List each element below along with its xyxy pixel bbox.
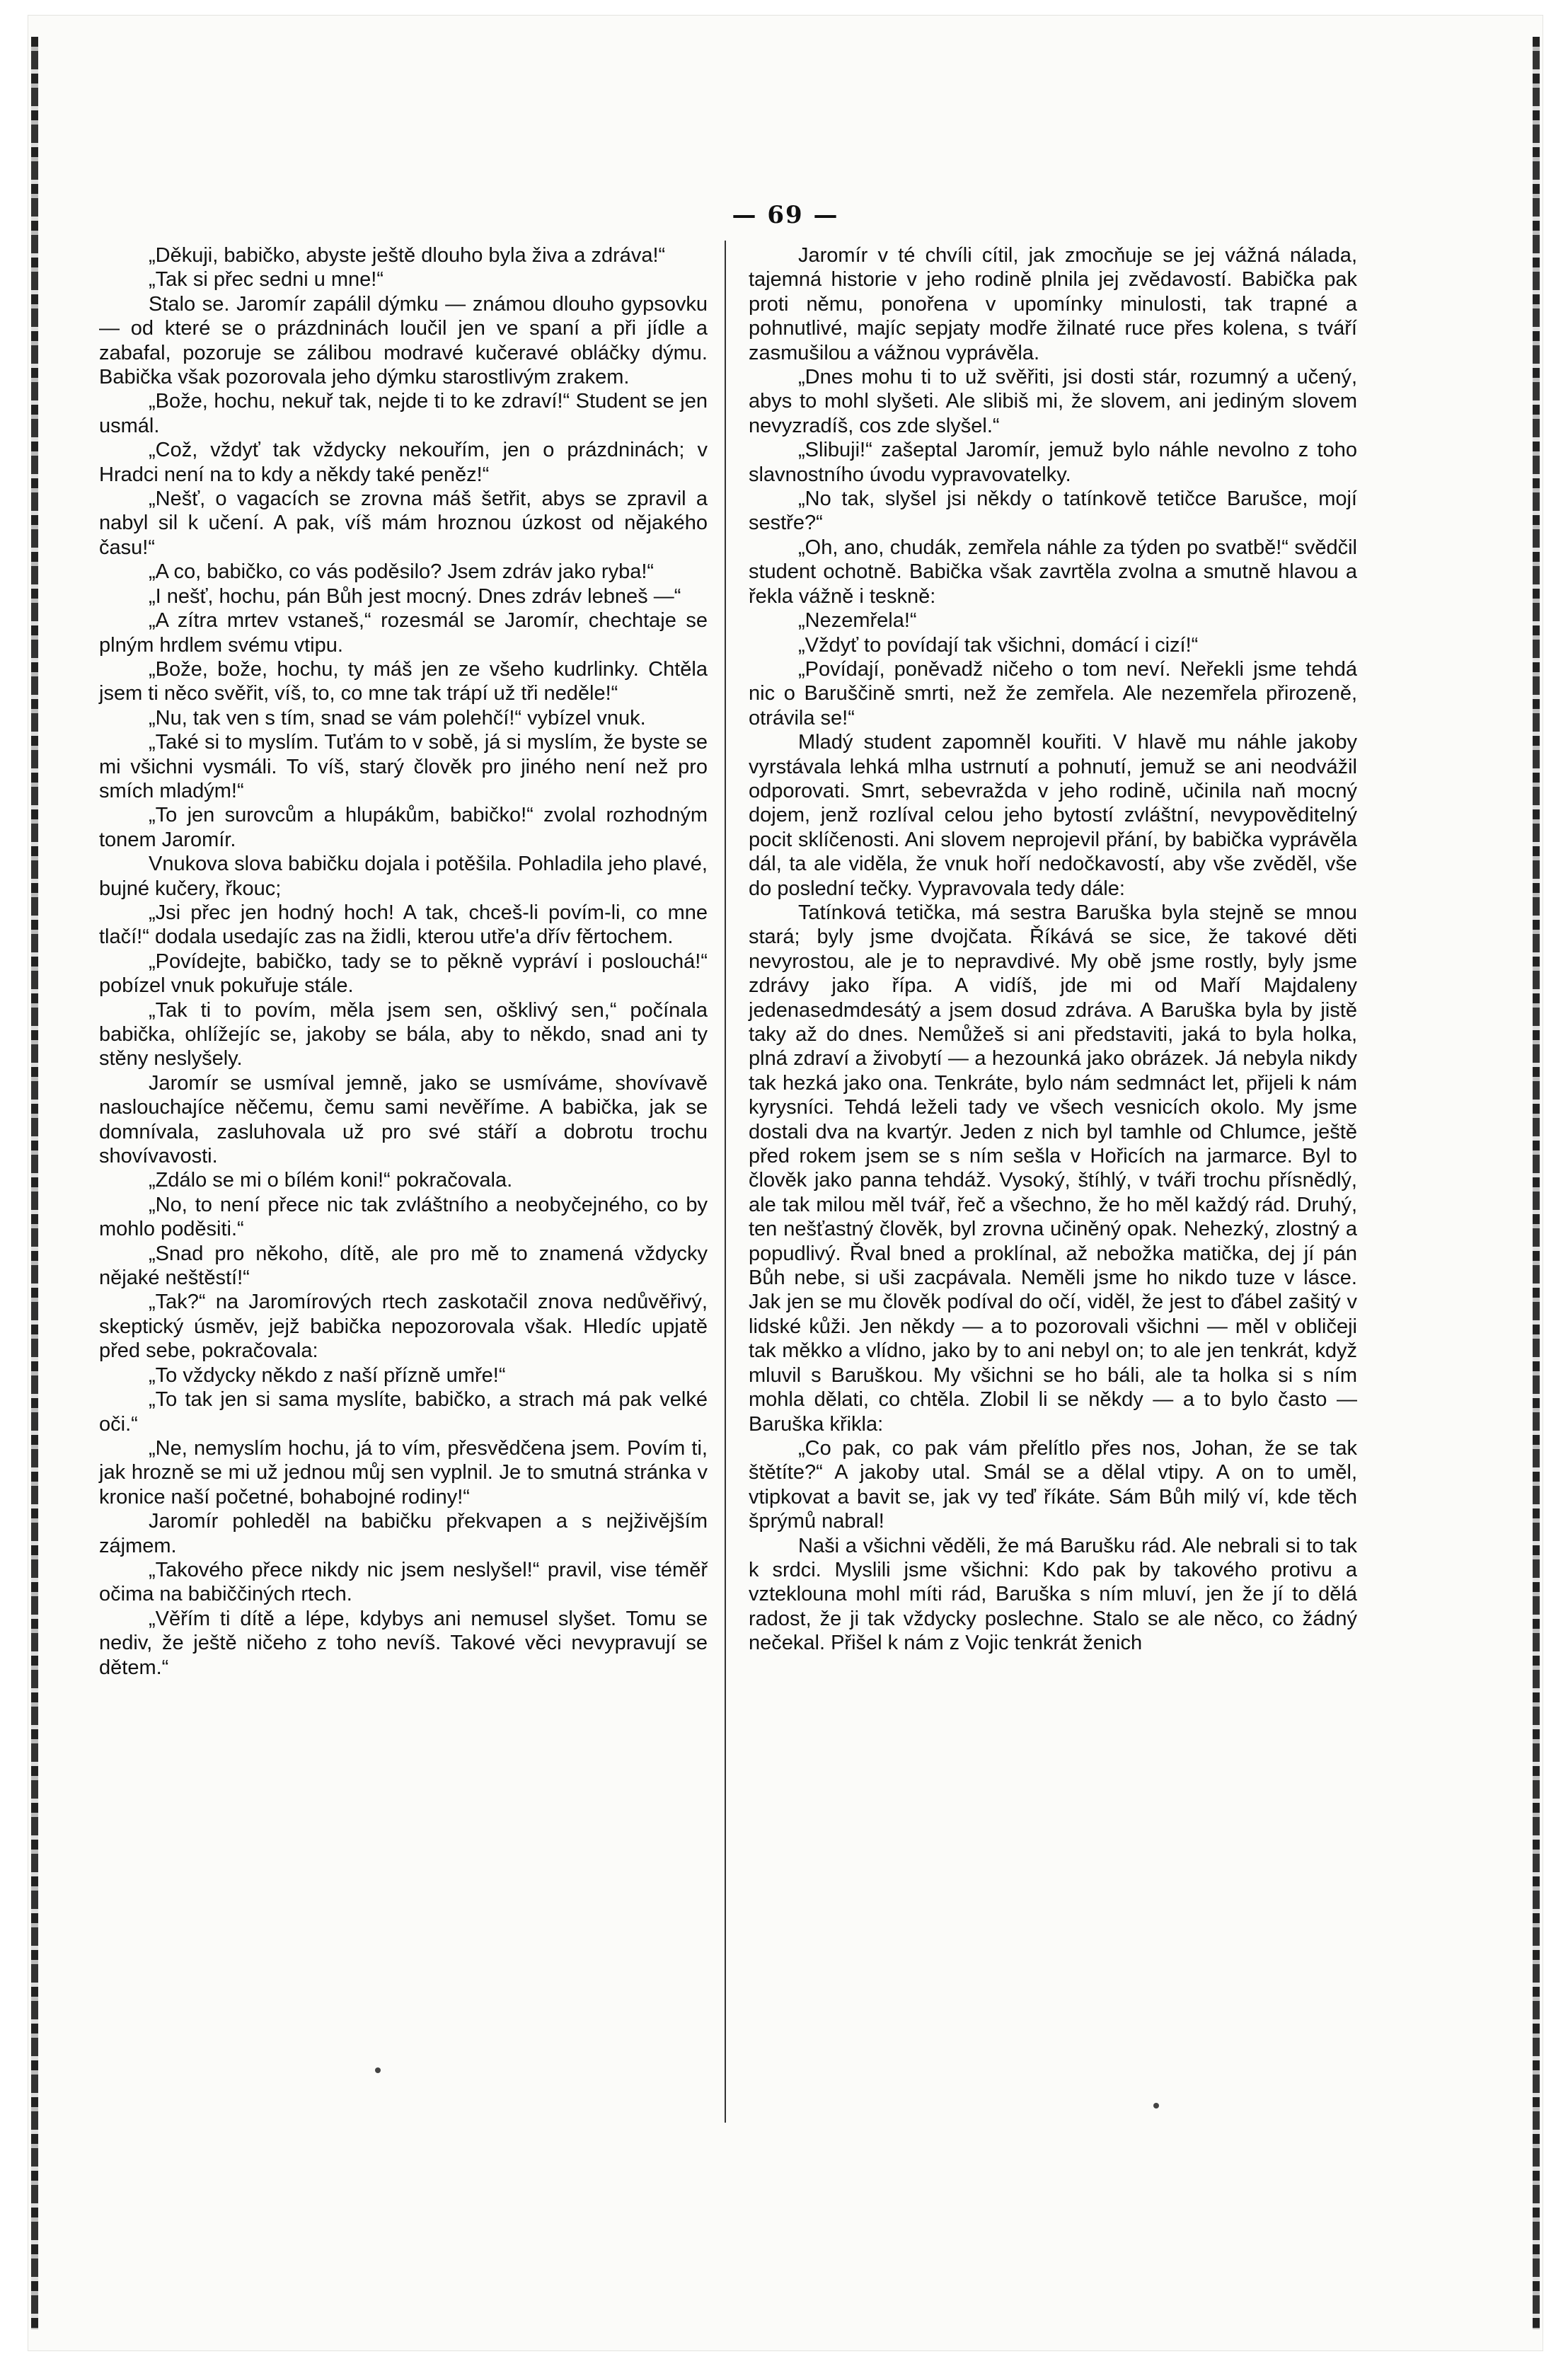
paragraph: „Děkuji, babičko, abyste ještě dlouho byla živa a zdráva!“ [149,244,666,267]
paragraph: „Dnes mohu ti to už svěřiti, jsi dosti stár, rozumný a učený, abys to mohl slyšeti. Ale slibiš mi, že slovem, ani jediným slovem nevyzradíš, cos zde slyšel.“ [749,366,1357,437]
paragraph: „Vždyť to povídají tak všichni, domácí i cizí!“ [798,633,1199,657]
left-page-edge [31,37,38,2329]
paragraph: Naši a všichni věděli, že má Barušku rád. Ale nebrali si to tak k srdci. Myslili jsme všichni: Kdo pak by takového protivu a vzteklouna mohl míti rád, Baruška s ním mluví, jen že jí to dělá radost, že ji tak vždycky poslechne. Stalo se ale něco, co žádný nečekal. Přišel k nám z Vojic tenkrát ženich [749,1534,1357,1655]
paragraph: „Co pak, co pak vám přelítlo přes nos, Johan, že se tak štětíte?“ A jakoby utal. Smál se a dělal vtipy. A on to uměl, vtipkovat a bavit se, jak vy teď říkáte. Sám Bůh milý ví, kde těch šprýmů nabral! [749,1436,1357,1533]
paragraph: „No tak, slyšel jsi někdy o tatínkově tetičce Barušce, mojí sestře?“ [749,488,1357,535]
paragraph: „Zdálo se mi o bílém koni!“ pokračovala. [149,1169,513,1192]
paragraph: „Snad pro někoho, dítě, ale pro mě to znamená vždycky nějaké neštěstí!“ [99,1242,708,1290]
paragraph: „Bože, hochu, nekuř tak, nejde ti to ke zdraví!“ Student se jen usmál. [99,390,708,437]
paragraph: „Nezemřela!“ [798,609,917,633]
paragraph: Tatínková tetička, má sestra Baruška byla stejně se mnou stará; byly jsme dvojčata. Říkává se sice, že takové děti nevyrostou, ale je to nepravdivé. My obě jsme rostly, byly jsme zdrávy jako řípa. A vidíš, jde mi od Maří Majdaleny jedenasedmdesátý a jsem dosud zdráva. A Baruška byla by jistě taky až do dnes. Nemůžeš si ani představiti, jaká to byla holka, plná zdraví a živobytí — a hezounká jako obrázek. Já nebyla nikdy tak hezká jako ona. Tenkráte, bylo nám sedmnáct let, přijeli k nám kyrysníci. Tehdá leželi tady ve všech vesnicích okolo. My jsme dostali dva na kvartýr. Jeden z nich byl tamhle od Chlumce, ještě před rokem jsem se s ním sešla v Hořicích na jarmarce. Byl to člověk jako panna tehdáž. Vysoký, štíhlý, v tváři trochu přísnědlý, ale tak milou měl tvář, řeč a všechno, že ho měl každý rád. Druhý, ten nešťastný člověk, byl zrovna učiněný opak. Nehezký, zlostný a popudlivý. Řval bned a proklínal, až nebožka matička, dej jí pán Bůh nebe, si uši zacpávala. Neměli jsme ho nikdo tuze v lásce. Jak jen se mu člověk podíval do očí, viděl, že jest to ďábel zašitý v lidské kůži. Jen někdy — a to pozorovali všichni — měl v obličeji tak měkko a vlídno, jako by to ani nebyl on; to ale jen tenkrát, když mluvil s Baruškou. My všichni se ho báli, ale ta holka si s ním mohla dělati, co chtěla. Zlobil li se někdy — a to bylo často — Baruška křikla: [749,901,1357,1436]
newspaper-page [28,16,1543,2350]
paragraph: „Tak?“ na Jaromírových rtech zaskotačil znova nedůvěřivý, skeptický úsměv, jejž babička nepozorovala však. Hledíc upjatě před sebe, pokračovala: [99,1291,708,1363]
paragraph: „No, to není přece nic tak zvláštního a neobyčejného, co by mohlo poděsiti.“ [99,1193,708,1241]
right-text-column [749,243,1357,1656]
paragraph: „Takového přece nikdy nic jsem neslyšel!“ pravil, vise téměř očima na babiččiných rtech. [99,1558,708,1606]
paragraph: „A zítra mrtev vstaneš,“ rozesmál se Jaromír, chechtaje se plným hrdlem svému vtipu. [99,609,708,657]
paragraph: „Což, vždyť tak vždycky nekouřím, jen o prázdninách; v Hradci není na to kdy a někdy také peněz!“ [99,439,708,486]
paragraph: Mladý student zapomněl kouřiti. V hlavě mu náhle jakoby vyrstávala lehká mlha ustrnutí a pohnutí, jemuž se ani neodvážil odporovati. Smrt, sebevražda v jeho rodině, učinila naň mocný dojem, jenž rozlíval celou jeho bytostí zvláštní, nevypověditelný pocit sklíčenosti. Ani slovem neprojevil přání, by babička vyprávěla dál, ta ale viděla, že vnuk hoří nedočkavostí, aby vše zvěděl, vše do poslední tečky. Vypravovala tedy dále: [749,731,1357,900]
paragraph: „Oh, ano, chudák, zemřela náhle za týden po svatbě!“ svědčil student ochotně. Babička však zavrtěla zvolna a smutně hlavou a řekla vážně i teskně: [749,536,1357,608]
paragraph: „Bože, bože, hochu, ty máš jen ze všeho kudrlinky. Chtěla jsem ti něco svěřit, víš, to, co mne tak trápí už tři neděle!“ [99,657,708,705]
paragraph: „I nešť, hochu, pán Bůh jest mocný. Dnes zdráv lebneš —“ [149,584,681,608]
paragraph: „Tak si přec sedni u mne!“ [149,268,384,292]
paragraph: „A co, babičko, co vás poděsilo? Jsem zdráv jako ryba!“ [149,560,655,584]
paragraph: „Také si to myslím. Tuťám to v sobě, já si myslím, že byste se mi všichni vysmáli. To víš, starý člověk pro jiného není než pro smích mladým!“ [99,731,708,802]
paragraph: „Tak ti to povím, měla jsem sen, ošklivý sen,“ počínala babička, ohlížejíc se, jakoby se bála, aby to někdo, snad ani ty stěny neslyšely. [99,998,708,1071]
paragraph: „To jen surovcům a hlupákům, babičko!“ zvolal rozhodným tonem Jaromír. [99,804,708,851]
paragraph: „To vždycky někdo z naší přízně umře!“ [149,1363,506,1387]
paragraph: „Slibuji!“ zašeptal Jaromír, jemuž bylo náhle nevolno z toho slavnostního úvodu vypravovatelky. [749,439,1357,486]
paragraph: „Povídejte, babičko, tady se to pěkně vypráví i poslouchá!“ pobízel vnuk pokuřuje stále. [99,950,708,998]
left-text-column [99,243,708,1680]
paragraph: Vnukova slova babičku dojala i potěšila. Pohladila jeho plavé, bujné kučery, řkouc; [99,853,708,900]
paragraph: „Nu, tak ven s tím, snad se vám polehčí!“ vybízel vnuk. [149,706,646,729]
print-speck [375,2067,381,2073]
right-page-edge [1533,37,1540,2329]
paragraph: Jaromír pohleděl na babičku překvapen a s nejživějším zájmem. [99,1510,708,1557]
column-divider [725,241,726,2123]
paragraph: „Ne, nemyslím hochu, já to vím, přesvědčena jsem. Povím ti, jak hrozně se mi už jednou můj sen vyplnil. Je to smutná stránka v kronice naší početné, bohabojné rodiny!“ [99,1436,708,1508]
paragraph: „Věřím ti dítě a lépe, kdybys ani nemusel slyšet. Tomu se nediv, že ještě ničeho z toho nevíš. Takové věci nevypravují se dětem.“ [99,1607,708,1679]
page-number: — 69 — [732,201,839,229]
print-speck [1153,2103,1159,2108]
paragraph: „Nešť, o vagacích se zrovna máš šetřit, abys se zpravil a nabyl sil k učení. A pak, víš mám hroznou úzkost od nějakého času!“ [99,488,708,559]
paragraph: „To tak jen si sama myslíte, babičko, a strach má pak velké oči.“ [99,1388,708,1436]
paragraph: Jaromír v té chvíli cítil, jak zmocňuje se jej vážná nálada, tajemná historie v jeho rodině plnila jej zvědavostí. Babička pak proti němu, ponořena v upomínky minulosti, tak trapné a pohnutlivé, majíc sepjaty modře žilnaté ruce přes kolena, s tváří zasmušilou a vážnou vyprávěla. [749,244,1357,364]
paragraph: „Povídají, poněvadž ničeho o tom neví. Neřekli jsme tehdá nic o Baruščině smrti, než že zemřela. Ale nezemřela přirozeně, otrávila se!“ [749,657,1357,729]
paragraph: Jaromír se usmíval jemně, jako se usmíváme, shovívavě naslouchajíce něčemu, čemu sami nevěříme. A babička, jak se domnívala, zasluhovala už pro své stáří a dobrotu trochu shovívavosti. [99,1071,708,1168]
paragraph: Stalo se. Jaromír zapálil dýmku — známou dlouho gypsovku — od které se o prázdninách loučil jen ve spaní a při jídle a zabafal, pozoruje se zálibou modravé kučeravé obláčky dýmu. Babička však pozorovala jeho dýmku starostlivým zrakem. [99,292,708,389]
paragraph: „Jsi přec jen hodný hoch! A tak, chceš-li povím-li, co mne tlačí!“ dodala usedajíc zas na židli, kterou utře'a dřív fěrtochem. [99,901,708,949]
